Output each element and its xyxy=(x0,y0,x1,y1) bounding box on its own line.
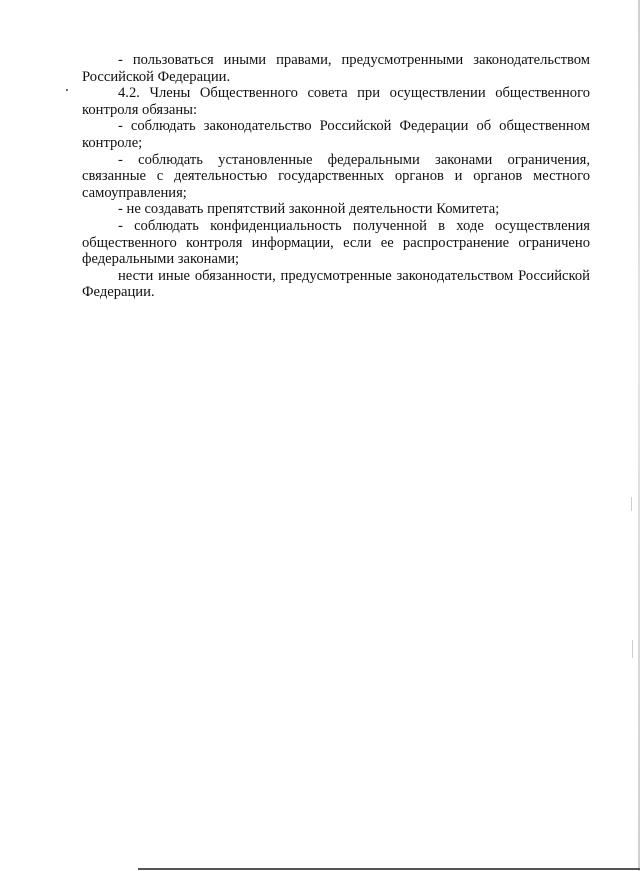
paragraph-no-obstruction: - не создавать препятствий законной деятельности Комитета; xyxy=(118,201,500,218)
document-body xyxy=(82,52,590,301)
paragraph-other-duties: нести иные обязанности, предусмотренные законодательством Российской Федерации. xyxy=(82,267,590,301)
scan-speck xyxy=(631,497,632,511)
paragraph-other-rights: - пользоваться иными правами, предусмотренными законодательством Российской Федерации. xyxy=(82,52,590,85)
scan-speck xyxy=(632,640,633,658)
paragraph-confidentiality: - соблюдать конфиденциальность полученной в ходе осуществления общественного контроля информации, если ее распространение ограничено федеральными законами; xyxy=(82,217,590,268)
paragraph-comply-legislation: - соблюдать законодательство Российской Федерации об общественном контроле; xyxy=(82,118,590,151)
scan-bottom-edge xyxy=(138,868,640,870)
paragraph-section-4-2-heading: 4.2. Члены Общественного совета при осуществлении общественного контроля обязаны: xyxy=(82,85,590,118)
paragraph-comply-restrictions: - соблюдать установленные федеральными законами ограничения, связанные с деятельностью государственных органов и органов местного самоуправления; xyxy=(82,151,590,201)
scan-speck xyxy=(66,89,68,91)
